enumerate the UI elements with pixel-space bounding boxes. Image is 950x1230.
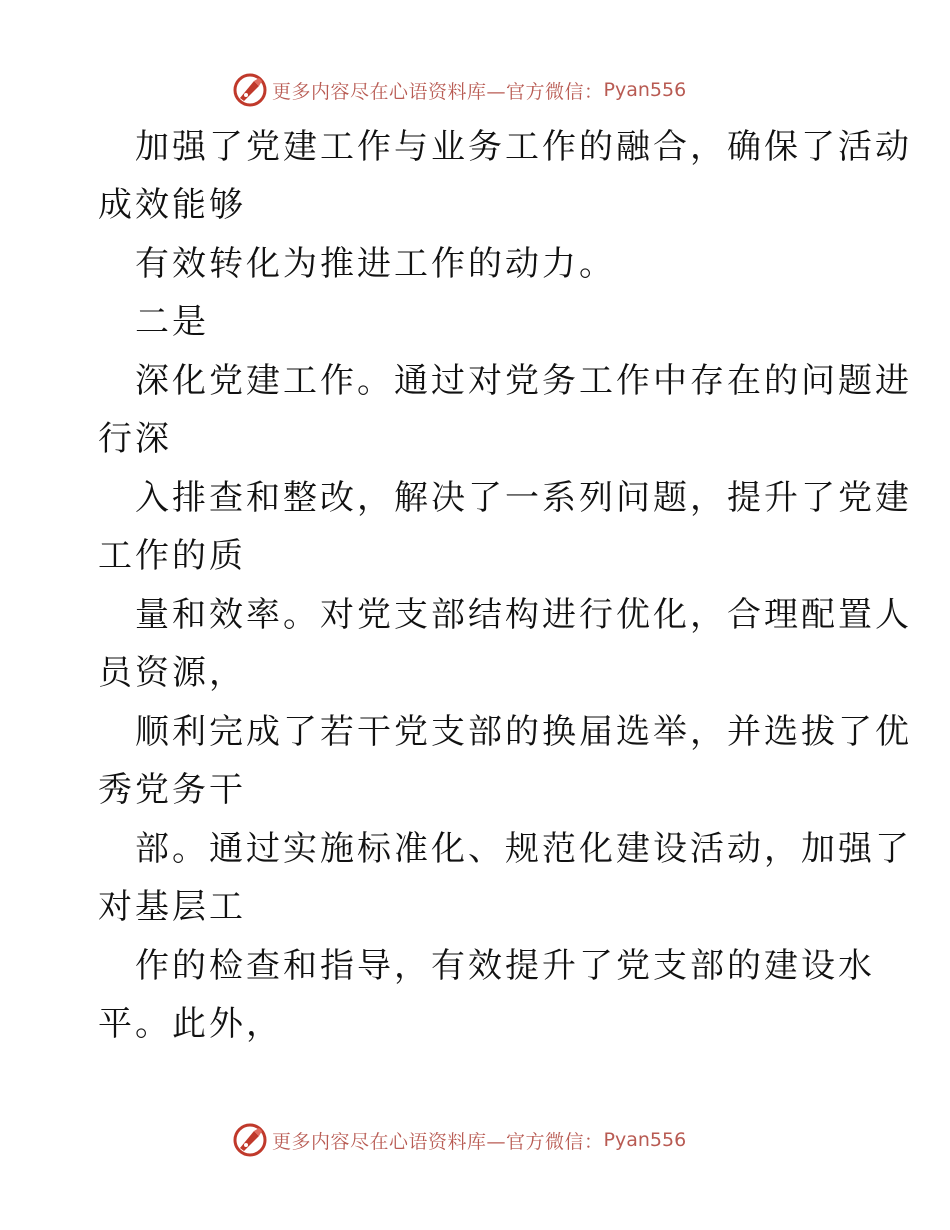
pen-nib-logo-icon xyxy=(232,72,268,108)
text-line: 行深 xyxy=(98,419,172,459)
text-line: 入排查和整改，解决了一系列问题，提升了党建 xyxy=(135,478,912,518)
text-line: 二是 xyxy=(135,302,209,342)
text-line: 工作的质 xyxy=(98,536,246,576)
watermark-wechat-id: Pyan556 xyxy=(603,79,687,101)
watermark-text: 更多内容尽在心语资料库—官方微信： xyxy=(272,1130,604,1153)
pen-nib-logo-icon xyxy=(232,1122,268,1158)
text-line: 部。通过实施标准化、规范化建设活动，加强了 xyxy=(135,829,912,869)
text-line: 成效能够 xyxy=(98,185,246,225)
text-line: 对基层工 xyxy=(98,887,246,927)
watermark-text: 更多内容尽在心语资料库—官方微信： xyxy=(272,80,604,103)
text-line: 加强了党建工作与业务工作的融合，确保了活动 xyxy=(135,127,912,167)
text-line: 量和效率。对党支部结构进行优化，合理配置人 xyxy=(135,595,912,635)
text-line: 有效转化为推进工作的动力。 xyxy=(135,244,616,284)
text-line: 员资源， xyxy=(98,653,246,693)
text-line: 平。此外， xyxy=(98,1004,283,1044)
footer-watermark xyxy=(232,1122,686,1158)
header-watermark xyxy=(232,72,686,108)
text-line: 顺利完成了若干党支部的换届选举，并选拔了优 xyxy=(135,712,912,752)
text-line: 作的检查和指导，有效提升了党支部的建设水 xyxy=(135,946,875,986)
watermark-wechat-id: Pyan556 xyxy=(603,1129,687,1151)
text-line: 秀党务干 xyxy=(98,770,246,810)
text-line: 深化党建工作。通过对党务工作中存在的问题进 xyxy=(135,361,912,401)
